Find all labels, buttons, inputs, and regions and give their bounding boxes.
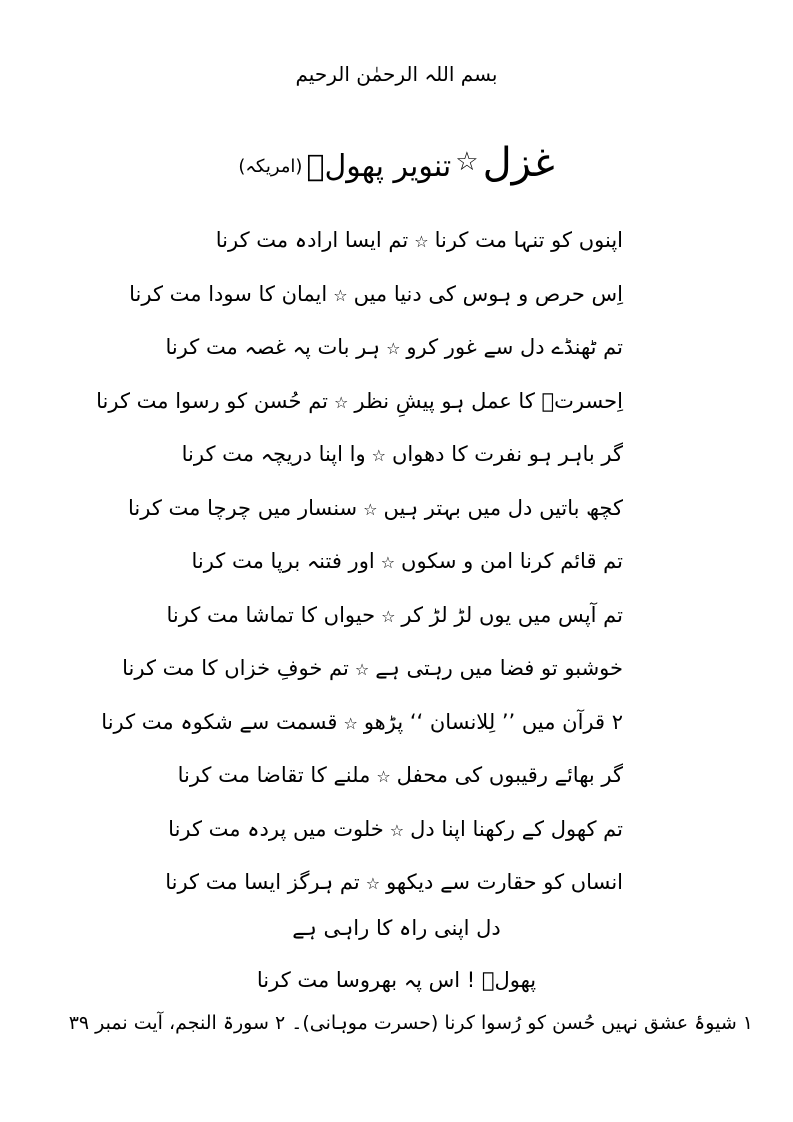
couplet-second-line: قسمت سے شکوہ مت کرنا	[101, 709, 338, 734]
footnote: ۱ شیوۂ عشق نہیں حُسن کو رُسوا کرنا (حسرت موہانی)۔ ۲ سورۃ النجم، آیت نمبر ۳۹	[68, 1012, 753, 1034]
couplet	[101, 702, 623, 756]
star-icon: ☆	[381, 606, 396, 626]
couplet-first-line: گر باہر ہو نفرت کا دھواں	[392, 442, 623, 466]
closing-line-2: پھولؔ ! اس پہ بھروسا مت کرنا	[256, 968, 537, 992]
star-icon: ☆	[414, 232, 429, 251]
couplet	[165, 327, 623, 381]
title-poet-name: تنویر پھولؔ	[306, 149, 452, 184]
star-icon: ☆	[343, 713, 358, 733]
bismillah-heading: بسم اللہ الرحمٰن الرحیم	[295, 62, 498, 86]
couplet-second-line: سنسار میں چرچا مت کرنا	[128, 495, 358, 520]
couplet-second-line: خلوت میں پردہ مت کرنا	[168, 816, 384, 841]
couplet-first-line: انساں کو حقارت سے دیکھو	[386, 870, 623, 894]
couplet-first-line: تم آپس میں یوں لڑ لڑ کر	[401, 602, 623, 627]
couplet-second-line: تم حُسن کو رسوا مت کرنا	[96, 388, 329, 413]
star-icon: ☆	[376, 767, 391, 786]
couplet	[168, 809, 623, 863]
couplet-second-line: حیواں کا تماشا مت کرنا	[166, 602, 376, 627]
couplet-list	[96, 220, 623, 916]
star-icon: ☆	[386, 339, 401, 358]
couplet-first-line: تم کھول کے رکھنا اپنا دل	[410, 816, 623, 841]
title-poet-location: (امریکہ)	[238, 156, 303, 177]
star-icon: ☆	[363, 499, 378, 519]
star-icon: ☆	[334, 392, 349, 412]
star-icon: ☆	[365, 874, 381, 893]
couplet	[173, 755, 623, 809]
couplet-first-line: تم قائم کرنا امن و سکوں	[401, 549, 623, 573]
couplet	[128, 488, 623, 542]
couplet-first-line: اِحسرتؔ کا عمل ہو پیشِ نظر	[354, 388, 623, 413]
couplet-second-line: وا اپنا دریچہ مت کرنا	[181, 442, 366, 466]
couplet-second-line: تم ایسا ارادہ مت کرنا	[215, 228, 409, 252]
closing-couplet	[0, 908, 793, 1012]
couplet	[173, 434, 623, 488]
couplet-first-line: کچھ باتیں دل میں بہتر ہیں	[383, 495, 623, 520]
couplet	[129, 274, 623, 328]
couplet-second-line: تم ہرگز ایسا مت کرنا	[165, 870, 360, 894]
couplet-second-line: ہر بات پہ غصہ مت کرنا	[165, 335, 381, 359]
star-icon: ☆	[371, 446, 386, 465]
couplet-first-line: اِس حرص و ہوس کی دنیا میں	[353, 281, 623, 306]
title-genre: غزل	[482, 140, 555, 186]
ghazal-title	[0, 140, 793, 186]
couplet-first-line: گر بھائے رقیبوں کی محفل	[396, 763, 623, 787]
couplet	[173, 541, 623, 595]
couplet-second-line: ایمان کا سودا مت کرنا	[129, 281, 328, 306]
star-icon: ☆	[333, 285, 348, 305]
couplet-first-line: اپنوں کو تنہا مت کرنا	[434, 228, 623, 252]
couplet	[173, 220, 623, 274]
couplet	[122, 648, 623, 702]
couplet-first-line: ۲ قرآن میں ’’ لِلانسان ‘‘ پڑھو	[363, 709, 623, 734]
star-icon: ☆	[354, 660, 370, 679]
couplet-first-line: تم ٹھنڈے دل سے غور کرو	[406, 335, 623, 359]
star-icon: ☆	[389, 820, 405, 840]
star-icon: ☆	[455, 147, 479, 177]
couplet	[96, 381, 623, 435]
couplet-second-line: تم خوفِ خزاں کا مت کرنا	[122, 656, 349, 680]
couplet	[166, 595, 623, 649]
couplet-second-line: اور فتنہ برپا مت کرنا	[191, 549, 375, 573]
closing-line-1: دل اپنی راہ کا راہی ہے	[292, 916, 501, 940]
couplet-first-line: خوشبو تو فضا میں رہتی ہے	[375, 656, 623, 680]
star-icon: ☆	[380, 553, 396, 572]
couplet-second-line: ملنے کا تقاضا مت کرنا	[177, 763, 371, 787]
